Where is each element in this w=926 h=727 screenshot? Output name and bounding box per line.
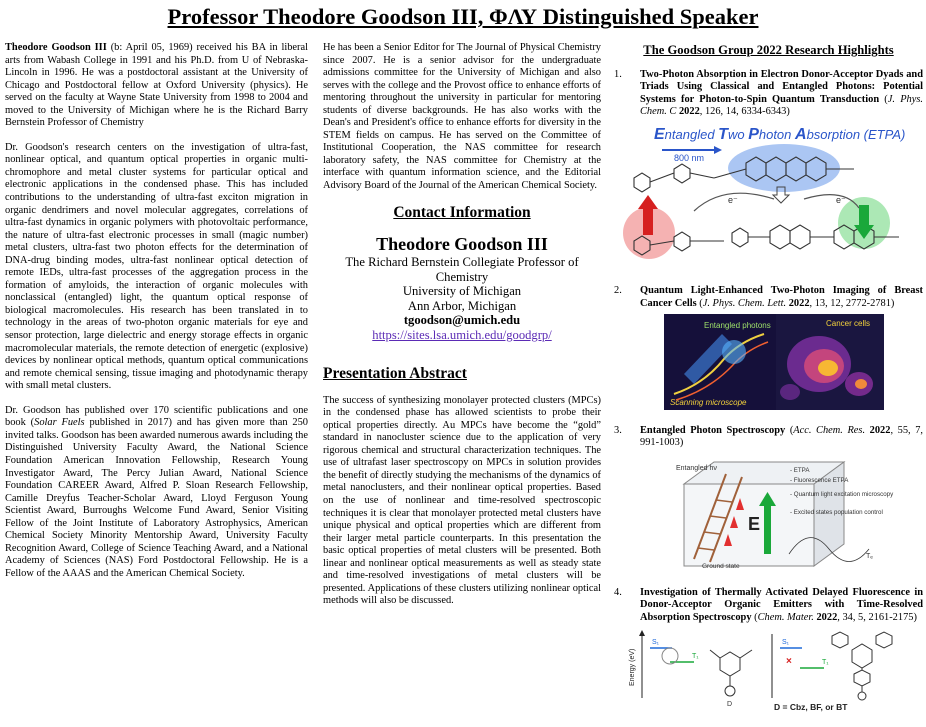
bio-paragraph-3 — [5, 405, 308, 581]
abstract-heading: Presentation Abstract — [323, 365, 467, 383]
bio-paragraph-1 — [5, 42, 308, 130]
fig4-s1-label-2: S₁ — [782, 639, 790, 647]
bio-text-3b: published in 2017) and has given more than 250 invited talks. Goodson has been awarded numerous awards including the Distinguished University Faculty Award, the National Science Foundation American Innovation Fellowship, Research Young Investigator Award, The Percy Julian Award, National Science Foundation CAREER Award, Alfred P. Sloan Research Fellowship, Camille Dreyfus Teacher-Scholar Award, Lloyd Ferguson Young Scientist Award, Burroughs Welcome Fund Award, Senior Visiting Fellow of the Joint Institute of Laboratory Astrophysics, American Chemical Society Minority Mentorship Award, University Faculty Recognition Award, College of Science Teaching Award, and a National Academy of Sciences (NAS) Ford Postdoctoral Fellowship. He is a Fellow of the AAAS and the American Chemical Society. — [5, 417, 308, 579]
fig2-label-cancer: Cancer cells — [826, 319, 871, 329]
highlight-ref: , 13, 12, 2772-2781) — [809, 297, 895, 309]
figure-imaging — [614, 314, 923, 415]
fig3-label-E: E — [748, 514, 761, 535]
fig1-title-a: A — [795, 125, 807, 143]
fig3-legend-2: - Fluorescence ETPA — [790, 477, 849, 485]
fig1-title-4: bsorption (ETPA) — [806, 126, 906, 142]
book-title: Solar Fuels — [34, 417, 85, 429]
fig3-label-entangled: Entangled hν — [676, 465, 717, 473]
fig1-title-1: ntangled — [664, 126, 719, 142]
contact-email[interactable]: tgoodson@umich.edu — [403, 313, 521, 328]
highlight-ref: , 55, 7, 991-1003) — [640, 424, 923, 449]
highlight-journal: J. Phys. Chem. C — [640, 93, 923, 118]
highlight-journal: J. Phys. Chem. Lett. — [702, 297, 787, 309]
fig4-t1-label: T₁ — [692, 653, 699, 661]
contact-website-link[interactable]: https://sites.lsa.umich.edu/goodgrp/ — [372, 327, 552, 342]
fig3-legend-3: - Quantum light excitation microscopy — [790, 491, 894, 499]
figure-spectroscopy — [614, 454, 923, 577]
fig4-s1-label: S₁ — [652, 639, 660, 647]
bio-paragraph-2: Dr. Goodson's research centers on the investigation of ultra-fast, nonlinear optical, and quantum optical properties in organic multi-chromophore and metal cluster systems for particular optical and electronic applications in the condensed phase. This has included contributions to the understanding of ultra-fast exciton migration in organic dendrimers and novel molecular aggregates, correlations of ultra-fast dynamics in organic polymers with photovoltaic performance, the nature of ultra-fast electronic processes in small (magic number) metal clusters, ultra-fast two photon effects for the determination of DNA-drug binding modes, ultra-fast nonlinear optical detection of remote IEDs, ultra-fast processes of the aggregation process in the formation of amyloids, the interaction of organic molecules with nonclassical (entangled) light, the quantum optical response of biological macromolecules. His research has been translated in to technology in the areas of two-photon organic materials for eye and sensor protection, large dielectric and energy storage effects in organic macromolecular materials, the remote detection of energetic (explosive) devices by nonlinear optical methods, quantum optical communications and remote chemical sensing, tissue imaging and photodynamic therapy with small metal clusters. — [5, 141, 308, 392]
fig4-molecule-1 — [710, 650, 752, 696]
fig4-d-label-1: D — [727, 701, 733, 709]
highlight-journal: Chem. Mater. — [757, 611, 814, 623]
research-column — [614, 42, 923, 727]
middle-column — [323, 42, 601, 620]
fig1-green-arrow — [859, 205, 869, 227]
highlight-item: 2. Quantum Light-Enhanced Two-Photon Imaging of Breast Cancer Cells (J. Phys. Chem. Lett. 2022, 13, 12, 2772-2781) — [614, 285, 923, 309]
highlight-number: 4. — [614, 586, 622, 598]
contact-heading: Contact Information — [393, 203, 531, 221]
contact-position: The Richard Bernstein Collegiate Professor of Chemistry — [345, 255, 579, 284]
highlight-item: 1. Two-Photon Absorption in Electron Donor-Acceptor Dyads and Triads Using Classical and Entangled Photons: Potential Systems for Photon-to-Spin Quantum Transduction (J. Phys. Chem. C 2022, 126, 14, 6334-6343) — [614, 68, 923, 118]
fig4-axis-label: Energy (eV) — [629, 648, 636, 687]
highlight-ref: , 126, 14, 6334-6343) — [699, 106, 790, 118]
bio-text-1: (b: April 05, 1969) received his BA in liberal arts from Wabash College in 1991 and his Ph.D. from U of Nebraska-Lincoln in 1996. He was a postdoctoral assistant at the University of Chicago and Postdoctoral fellow at Oxford University (physics). He served on the faculty at Wayne State University from 1998 to 2004 and moved to the University of Michigan where he is the Richard Barry Bernstein Professor of Chemistry — [5, 42, 308, 129]
fig3-label-T: Tₑ — [866, 553, 873, 561]
highlight-number: 1. — [614, 68, 622, 80]
figure-etpa — [614, 123, 923, 276]
highlight-year: 2022 — [869, 424, 891, 436]
highlight-year: 2022 — [678, 106, 700, 118]
highlight-title: Two-Photon Absorption in Electron Donor-Acceptor Dyads and Triads Using Classical and Entangled Photons: Potential Systems for Photon-to-Spin Quantum Transduction — [640, 68, 923, 105]
bio-paragraph-4: He has been a Senior Editor for The Journal of Physical Chemistry since 2007. He is a senior advisor for the undergraduate admissions committee for the University of Michigan and also serves with the college and the Provost office to enhance efforts of mentoring throughout the university in particular for mentoring students of diverse backgrounds. He has also works with the Dean's and President's office to enhance efforts for diversity in the STEM fields on campus. He has served on the Committee of Institutional Cooperation, the NAS committee for research laboratory safety, the NAS committee for Chemistry at the interface with quantum information science, and the Editorial Advisory Board of the Journal of the American Chemical Society. — [323, 42, 601, 192]
contact-block — [323, 233, 601, 342]
fig1-electron-2: e⁻ — [836, 194, 846, 205]
bio-column — [5, 42, 308, 592]
fig1-title-t: T — [718, 125, 728, 143]
fig2-label-entangled: Entangled photons — [704, 321, 771, 331]
contact-name: Theodore Goodson III — [376, 234, 548, 255]
highlight-journal: Acc. Chem. Res. — [793, 424, 866, 436]
abstract-text: The success of synthesizing monolayer protected clusters (MPCs) in the condensed phase has allowed scientists to probe their optical properties directly. Au MPCs have become the “gold” standard in nanocluster science due to the application of very rigorous chemical and structural characterization techniques. The use of ultrafast laser spectroscopy on MPCs in solution provides the benefit of directly studying the mechanisms of the dynamics of metal nanoclusters, and their nonlinear optical properties. Based on the use of nonlinear and time-resolved spectroscopic techniques it is clear that monolayer protected metal clusters have unique physical and optical properties which are different from their larger metal particle counterparts. In this presentation the basic optical properties of metal clusters will be presented. Both linear and nonlinear optical measurements as well as steady state and time-resolved investigations of metal clusters will be presented. Applications of these clusters utilizing nonlinear optical methods will also be discussed. — [323, 394, 601, 607]
figure-tadf — [614, 628, 923, 717]
highlight-number: 3. — [614, 424, 622, 436]
fig1-title-e: E — [654, 125, 665, 143]
fig2-label-microscope: Scanning microscope — [670, 398, 747, 408]
highlight-year: 2022 — [788, 297, 810, 309]
highlight-title: Quantum Light-Enhanced Two-Photon Imaging of Breast Cancer Cells — [640, 285, 923, 309]
fig1-title-p: P — [748, 125, 759, 143]
highlight-title: Entangled Photon Spectroscopy — [640, 424, 786, 436]
highlight-ref: , 34, 5, 2161-2175) — [837, 611, 917, 623]
highlight-title: Investigation of Thermally Activated Delayed Fluorescence in Donor-Acceptor Organic Emitters with Time-Resolved Absorption Spectroscopy — [640, 586, 923, 623]
fig1-red-arrowhead — [638, 195, 658, 209]
highlight-year: 2022 — [816, 611, 838, 623]
fig4-caption: D = Cbz, BF, or BT — [774, 702, 848, 713]
bio-name: Theodore Goodson III — [5, 42, 107, 53]
research-heading: The Goodson Group 2022 Research Highlights — [643, 43, 894, 57]
contact-city: Ann Arbor, Michigan — [407, 298, 517, 313]
fig3-green-arrow — [764, 504, 771, 554]
highlight-number: 2. — [614, 285, 622, 297]
bio-text-3a: Dr. Goodson has published over 170 scientific publications and one book ( — [5, 404, 308, 429]
fig1-blue-glow — [728, 144, 840, 192]
fig3-label-ground: Ground state — [702, 563, 740, 571]
fig1-red-arrow — [643, 207, 653, 235]
fig4-t1-label-2: T₁ — [822, 659, 829, 667]
fig1-wavelength: 800 nm — [674, 152, 705, 163]
fig1-title-2: wo — [727, 126, 749, 142]
fig3-legend-1: - ETPA — [790, 467, 810, 475]
fig1-electron-1: e⁻ — [728, 194, 738, 205]
highlight-item: 3. Entangled Photon Spectroscopy (Acc. Chem. Res. 2022, 55, 7, 991-1003) — [614, 424, 923, 449]
fig4-axis-arrowhead — [639, 630, 645, 636]
svg-text:Entangled Two Photon Absorptio — [654, 126, 905, 143]
highlight-item: 4. Investigation of Thermally Activated Delayed Fluorescence in Donor-Acceptor Organic Emitters with Time-Resolved Absorption Spectroscopy (Chem. Mater. 2022, 34, 5, 2161-2175) — [614, 586, 923, 623]
fig4-molecule-2 — [832, 632, 892, 700]
fig1-title-3: hoton — [758, 126, 796, 142]
fig1-laser-arrowhead — [714, 146, 722, 154]
fig3-legend-4: - Excited states population control — [790, 509, 883, 517]
contact-university: University of Michigan — [402, 284, 522, 299]
fig4-blocked-icon: × — [786, 656, 792, 668]
page-title: Professor Theodore Goodson III, ΦΛΥ Distinguished Speaker — [167, 4, 759, 29]
